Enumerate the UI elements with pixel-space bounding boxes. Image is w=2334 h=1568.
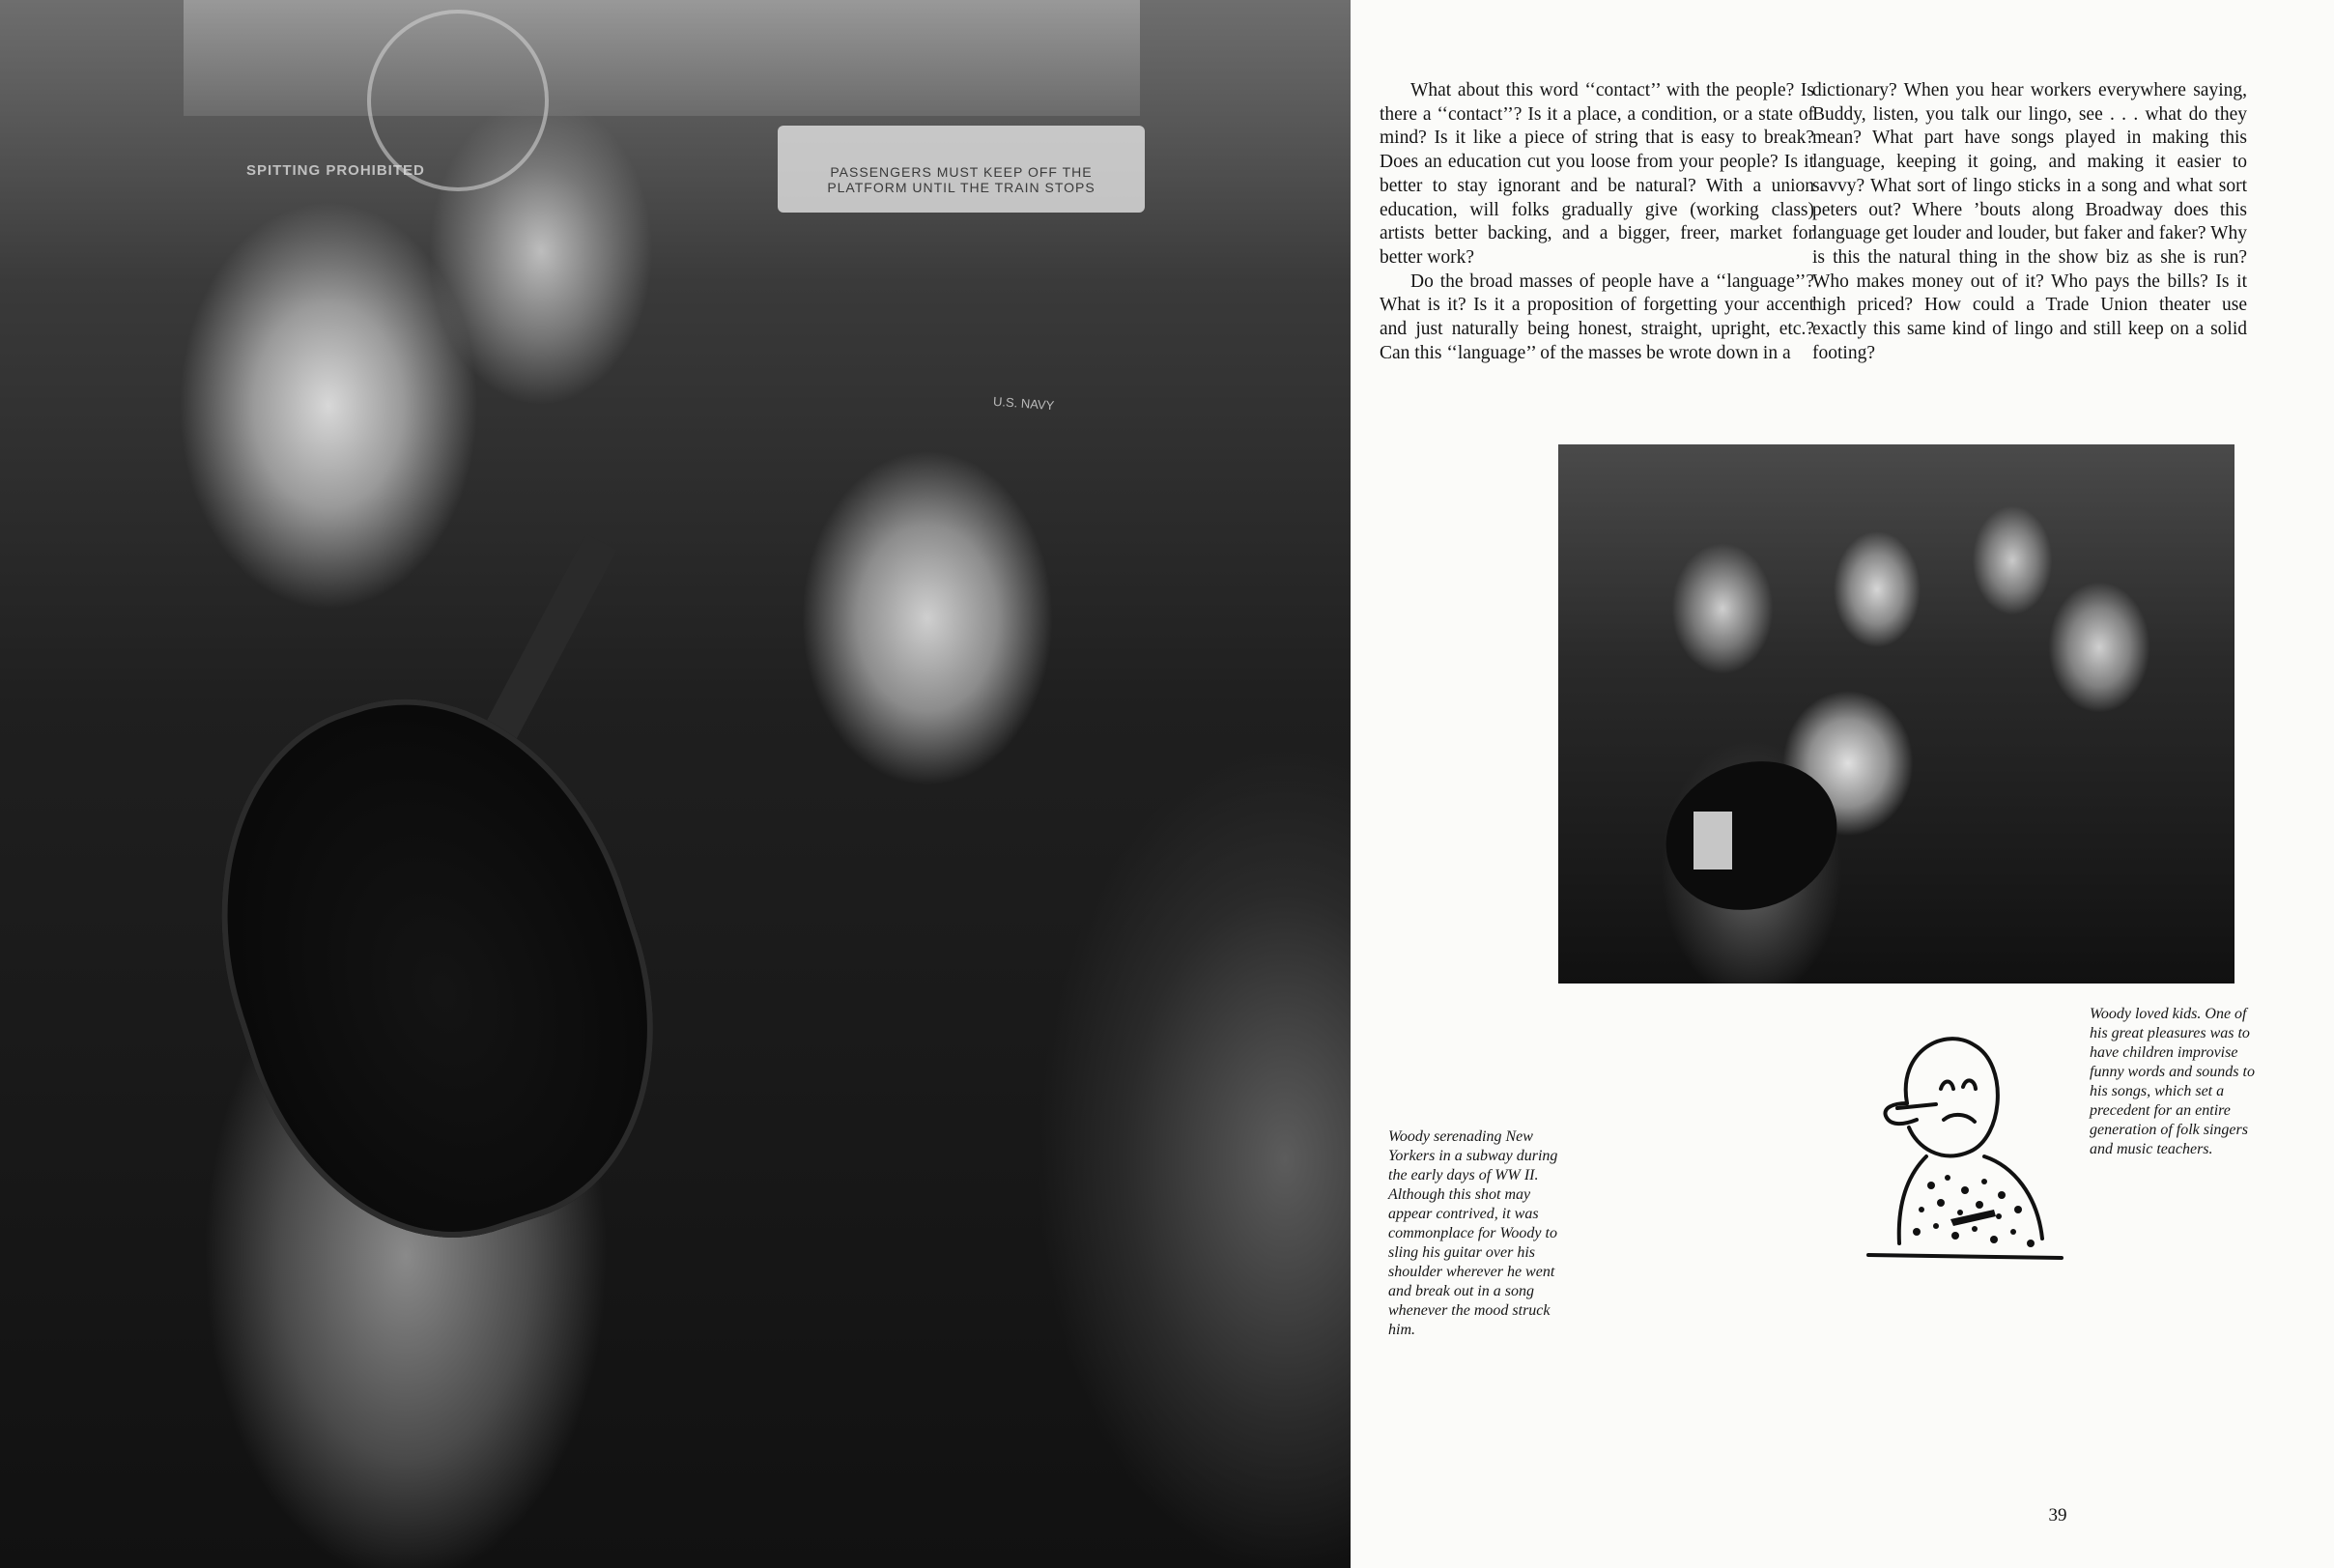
page-number: 39 [2048,1505,2067,1525]
cartoon-face-doodle [1839,1012,2071,1272]
article-paragraph: Do the broad masses of people have a ‘‘language’’? What is it? Is it a proposition of forgetting your accent and just naturally being honest, straight, upright, etc.? Can this ‘‘language’’ of the masses be wrote down in a [1380,271,1814,363]
subway-ceiling [184,0,1140,116]
guitar-body [158,646,711,1286]
navy-cap-text: U.S. NAVY [992,393,1055,413]
caption-children-photo: Woody loved kids. One of his great pleasures was to have children improvise funny words and sounds to his songs, which set a precedent for an entire generation of folk singers and music teachers. [2090,1006,2255,1157]
doodle-head-outline [1906,1039,1998,1155]
doodle-eye-left [1941,1082,1953,1090]
doodle-shoulder-left [1899,1156,1926,1243]
doodle-ground-line [1868,1255,2062,1258]
passengers-sign-text: PASSENGERS MUST KEEP OFF THE PLATFORM UNTIL THE TRAIN STOPS [827,164,1096,195]
article-column-1 [1380,79,1814,365]
article-column-2 [1812,79,2247,365]
children-photo [1558,444,2234,984]
doodle-shirt-pattern [1913,1175,2035,1247]
inset-guitar-label [1694,812,1732,870]
doodle-shoulder-right [1984,1156,2042,1239]
caption-subway-photo: Woody serenading New Yorkers in a subway during the early days of WW II. Although this shot may appear contrived, it was commonplace for Woody to sling his guitar over his shoulder wherever he went and break out in a song whenever the mood struck him. [1388,1128,1558,1338]
article-paragraph: dictionary? When you hear workers everywhere saying, Buddy, listen, you talk our lingo, see . . . what do they mean? What part have songs played in making this language, keeping it going, and making it easier to savvy? What sort of lingo sticks in a song and what sort peters out? Where ’bouts along Broadway does this language get louder and louder, but faker and faker? Why is this the natural thing in the show biz as she is run? Who makes money out of it? Who pays the bills? Is it high priced? How could a Trade Union theater use exactly this same kind of lingo and still keep on a solid footing? [1812,80,2247,363]
doodle-mouth [1944,1115,1975,1122]
doodle-eye-right [1963,1080,1976,1089]
prohibited-sign-text: SPITTING PROHIBITED [246,162,425,179]
inset-guitar [1645,738,1858,934]
article-paragraph: What about this word ‘‘contact’’ with the people? Is there a ‘‘contact’’? Is it a place, a condition, or a state of mind? Is it like a piece of string that is easy to break? Does an education cut you loose from your people? Is it better to stay ignorant and be natural? With a union education, will folks gradually give (working class) artists better backing, and a bigger, freer, market for better work? [1380,80,1814,268]
